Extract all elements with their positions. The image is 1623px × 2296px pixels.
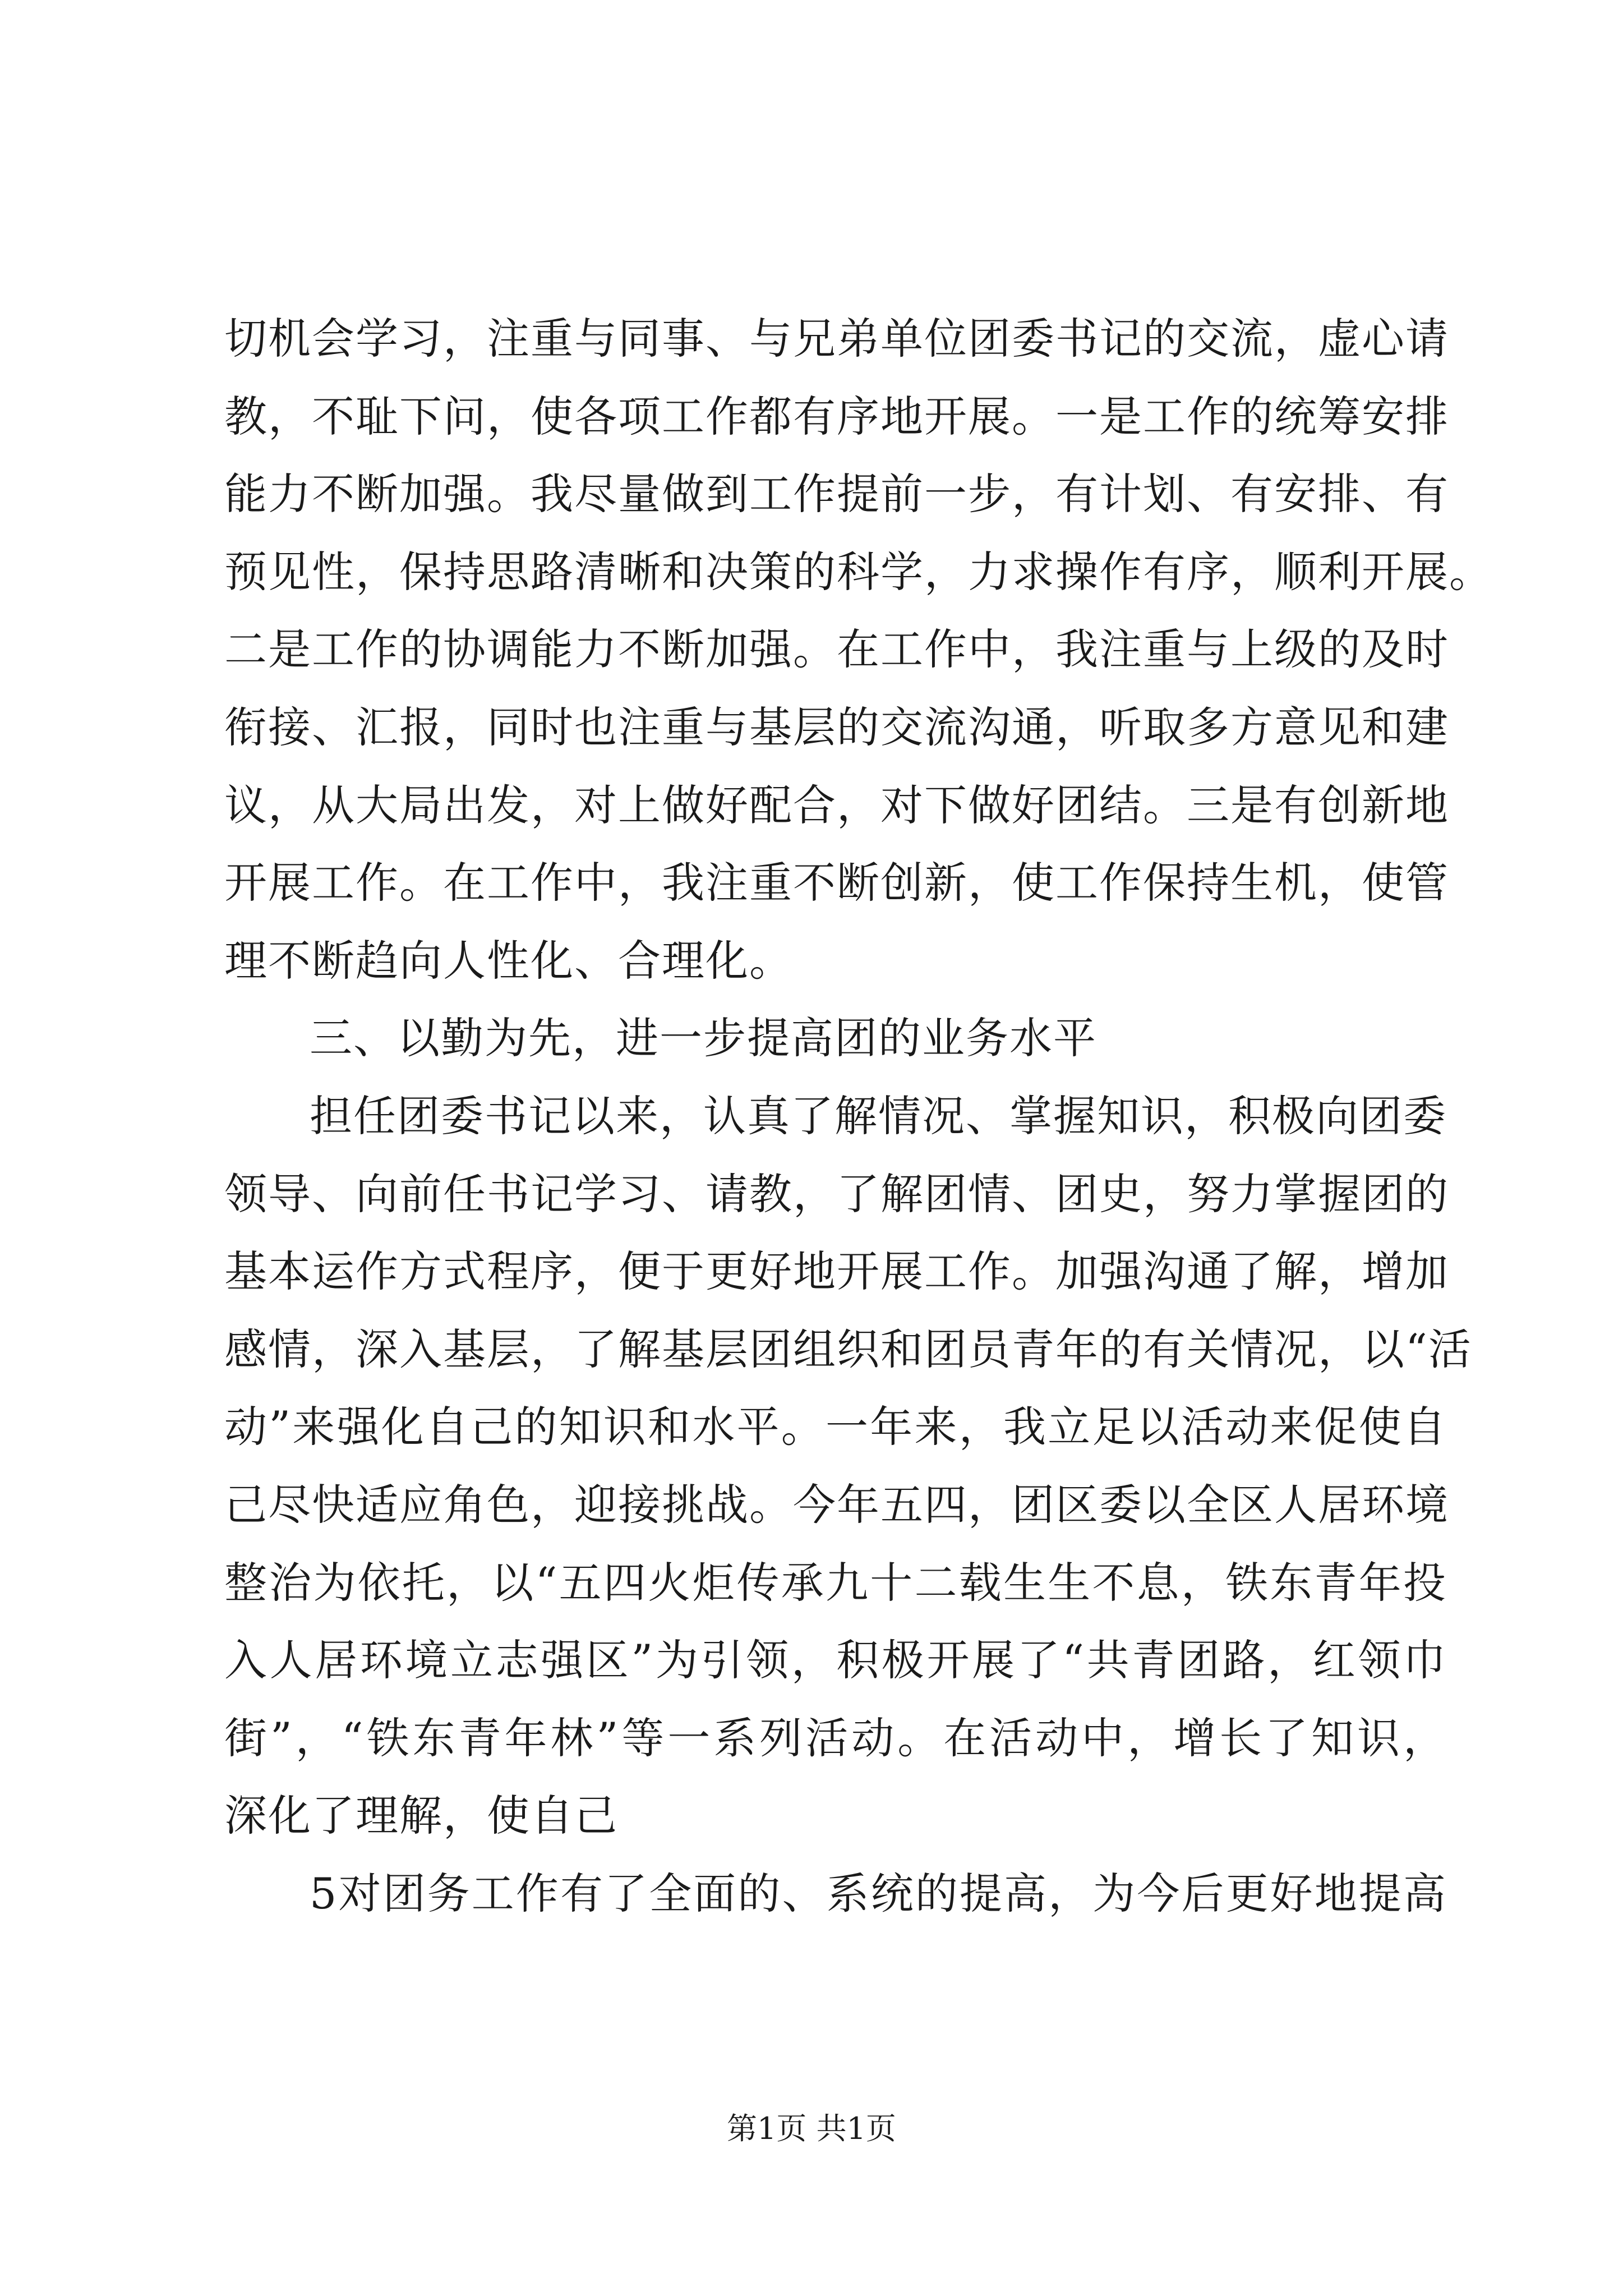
text-line: 预见性，保持思路清晰和决策的科学，力求操作有序，顺利开展。 (224, 546, 1493, 597)
text-line: 衔接、汇报，同时也注重与基层的交流沟通，听取多方意见和建 (224, 702, 1449, 752)
text-line: 5对团务工作有了全面的、系统的提高，为今后更好地提高 (310, 1868, 1447, 1918)
text-line: 担任团委书记以来，认真了解情况、掌握知识，积极向团委 (310, 1091, 1447, 1141)
text-line: 开展工作。在工作中，我注重不断创新，使工作保持生机，使管 (224, 858, 1449, 908)
text-line: 基本运作方式程序，便于更好地开展工作。加强沟通了解，增加 (224, 1246, 1449, 1297)
text-line: 感情，深入基层，了解基层团组织和团员青年的有关情况，以“活 (224, 1324, 1472, 1374)
text-line: 入人居环境立志强区”为引领，积极开展了“共青团路，红领巾 (224, 1635, 1447, 1686)
text-line: 二是工作的协调能力不断加强。在工作中，我注重与上级的及时 (224, 624, 1449, 675)
body-text (224, 300, 1493, 1932)
text-line: 能力不断加强。我尽量做到工作提前一步，有计划、有安排、有 (224, 469, 1449, 519)
section-heading: 三、以勤为先，进一步提高团的业务水平 (310, 1013, 1097, 1064)
text-line: 教，不耻下问，使各项工作都有序地开展。一是工作的统筹安排 (224, 391, 1449, 441)
text-line: 街”，“铁东青年林”等一系列活动。在活动中，增长了知识， (224, 1713, 1447, 1763)
text-line: 己尽快适应角色，迎接挑战。今年五四，团区委以全区人居环境 (224, 1479, 1449, 1530)
page-footer: 第1页 共1页 (727, 2111, 896, 2146)
text-line: 理不断趋向人性化、合理化。 (224, 935, 793, 986)
text-line: 切机会学习，注重与同事、与兄弟单位团委书记的交流，虚心请 (224, 314, 1449, 364)
text-line: 深化了理解，使自己 (224, 1791, 618, 1841)
text-line: 整治为依托，以“五四火炬传承九十二载生生不息，铁东青年投 (224, 1557, 1447, 1608)
text-line: 领导、向前任书记学习、请教，了解团情、团史，努力掌握团的 (224, 1168, 1449, 1219)
text-line: 议，从大局出发，对上做好配合，对下做好团结。三是有创新地 (224, 780, 1449, 830)
text-line: 动”来强化自己的知识和水平。一年来，我立足以活动来促使自 (224, 1402, 1447, 1452)
